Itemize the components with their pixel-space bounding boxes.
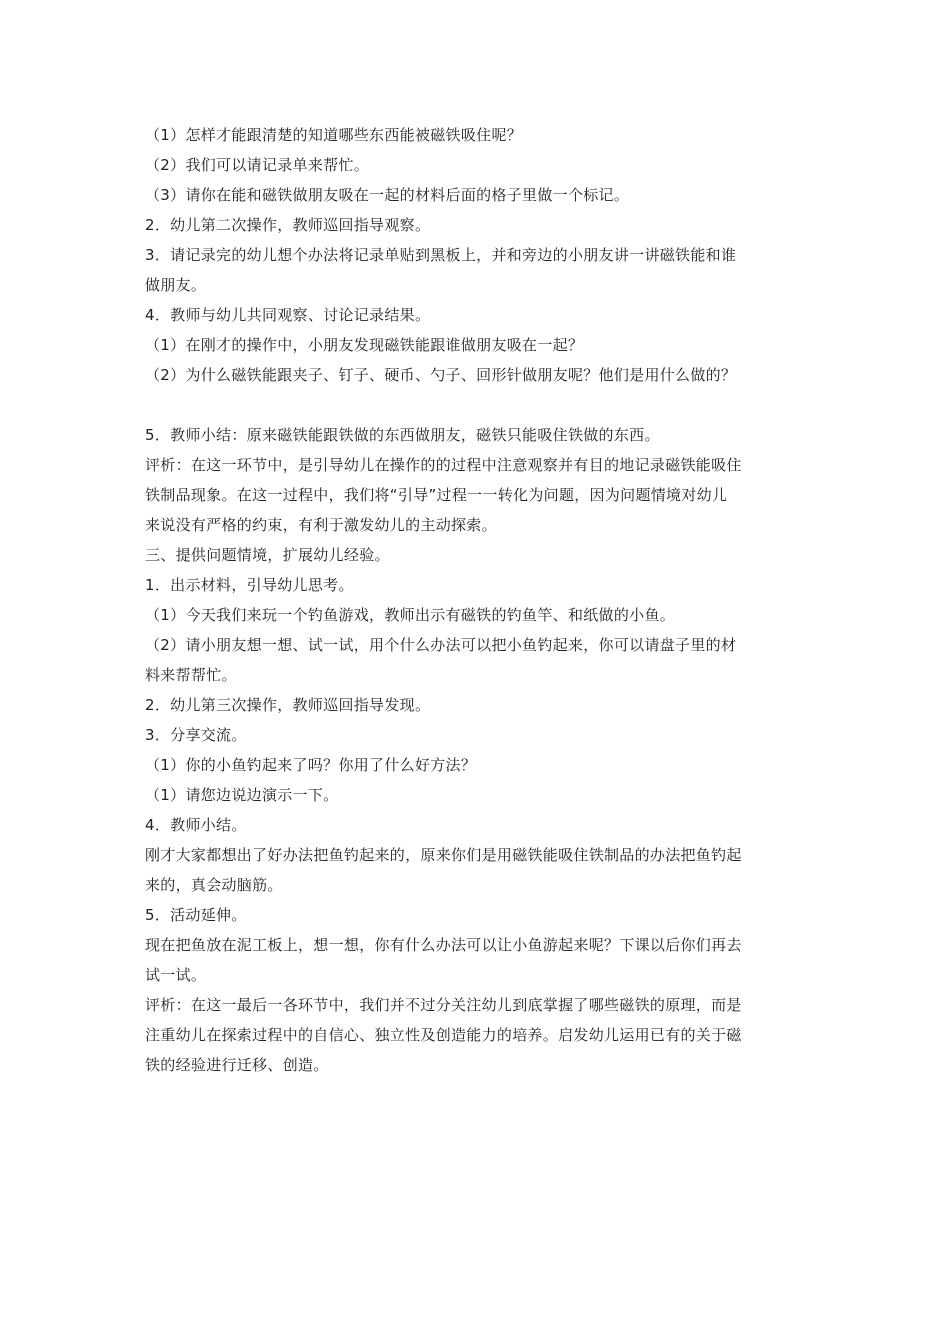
section-heading: 三、提供问题情境，扩展幼儿经验。 [145, 546, 390, 564]
text-line: 评析：在这一最后一各环节中，我们并不过分关注幼儿到底掌握了哪些磁铁的原理，而是 [145, 996, 742, 1014]
text-line: 4．教师小结。 [145, 816, 247, 834]
text-line: 注重幼儿在探索过程中的自信心、独立性及创造能力的培养。启发幼儿运用已有的关于磁 [145, 1026, 742, 1044]
blank-line [145, 390, 805, 420]
text-line: （1）怎样才能跟清楚的知道哪些东西能被磁铁吸住呢？ [145, 126, 523, 144]
text-line: 试一试。 [145, 966, 207, 984]
text-line: 现在把鱼放在泥工板上，想一想，你有什么办法可以让小鱼游起来呢？下课以后你们再去 [145, 936, 742, 954]
text-line: 2．幼儿第三次操作，教师巡回指导发现。 [145, 696, 431, 714]
document-page [145, 120, 805, 1080]
text-line: 来说没有严格的约束，有利于激发幼儿的主动探索。 [145, 516, 497, 534]
text-line: 3．分享交流。 [145, 726, 247, 744]
text-line: （1）请您边说边演示一下。 [145, 786, 339, 804]
text-line: 评析：在这一环节中，是引导幼儿在操作的的过程中注意观察并有目的地记录磁铁能吸住 [145, 456, 742, 474]
text-line: （1）你的小鱼钓起来了吗？你用了什么好方法？ [145, 756, 477, 774]
text-line: 3．请记录完的幼儿想个办法将记录单贴到黑板上，并和旁边的小朋友讲一讲磁铁能和谁 [145, 246, 737, 264]
text-line: （1）今天我们来玩一个钓鱼游戏，教师出示有磁铁的钓鱼竿、和纸做的小鱼。 [145, 606, 676, 624]
text-line: 5．教师小结：原来磁铁能跟铁做的东西做朋友，磁铁只能吸住铁做的东西。 [145, 426, 660, 444]
text-line: 铁制品现象。在这一过程中，我们将“引导”过程一一转化为问题，因为问题情境对幼儿 [145, 486, 728, 504]
text-line: 2．幼儿第二次操作，教师巡回指导观察。 [145, 216, 431, 234]
text-line: 1．出示材料，引导幼儿思考。 [145, 576, 354, 594]
text-line: 来的，真会动脑筋。 [145, 876, 283, 894]
text-line: （2）请小朋友想一想、试一试，用个什么办法可以把小鱼钓起来，你可以请盘子里的材 [145, 636, 737, 654]
text-line: （1）在刚才的操作中，小朋友发现磁铁能跟谁做朋友吸在一起？ [145, 336, 584, 354]
text-line: 做朋友。 [145, 276, 207, 294]
text-line: 4．教师与幼儿共同观察、讨论记录结果。 [145, 306, 431, 324]
text-line: 铁的经验进行迁移、创造。 [145, 1056, 329, 1074]
text-line: （2）我们可以请记录单来帮忙。 [145, 156, 370, 174]
text-line: 料来帮帮忙。 [145, 666, 237, 684]
text-line: 刚才大家都想出了好办法把鱼钓起来的，原来你们是用磁铁能吸住铁制品的办法把鱼钓起 [145, 846, 742, 864]
text-line: （2）为什么磁铁能跟夹子、钉子、硬币、勺子、回形针做朋友呢？他们是用什么做的？ [145, 366, 737, 384]
text-line: （3）请你在能和磁铁做朋友吸在一起的材料后面的格子里做一个标记。 [145, 186, 630, 204]
text-line: 5．活动延伸。 [145, 906, 247, 924]
